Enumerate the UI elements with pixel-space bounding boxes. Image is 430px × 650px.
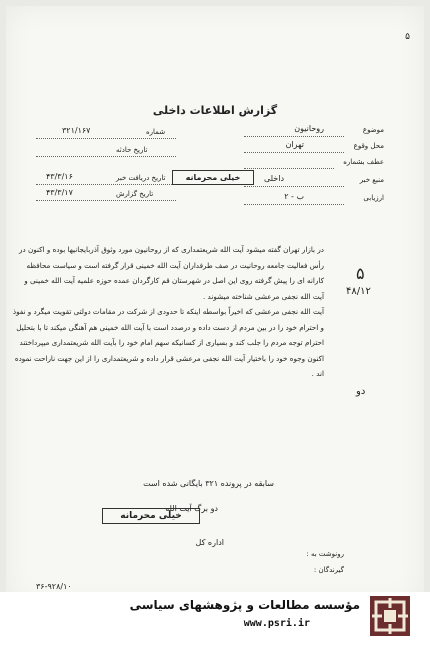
body-paragraph-2: آیت الله نجفی مرعشی که اخیراً بواسطه اینکه تا حدودی از شرکت در مقامات دولتی تقویت میگرد و نفوذ و احترام خود را در بین مردم از دست داده و درصدد است با آیت الله خمینی هم آهنگی میکند تا با بتحلیل احترام توجه مردم را جلب کند و بسیاری از کسانیکه سهم امام خود را بآیت الله شریعتمداری میپرداختند اکنون وجوه خود را باختیار آیت الله نجفی مرعشی قرار داده و شریعتمداری را از این جهت ناراحت نموده اند . bbox=[12, 307, 324, 378]
evaluation-value: ب - ۲ bbox=[284, 192, 304, 201]
top-right-mark: ۵ bbox=[405, 32, 410, 42]
number-line bbox=[36, 138, 176, 139]
signature-line-3: اداره کل bbox=[195, 538, 224, 547]
subject-label: موضوع bbox=[362, 126, 384, 134]
source-label: منبع خبر bbox=[359, 176, 384, 184]
bottom-code: ۳۶-۹۲۸/۱۰ bbox=[36, 582, 72, 591]
date-report-label: تاریخ گزارش bbox=[116, 190, 154, 198]
source-value: داخلی bbox=[263, 174, 284, 183]
cc-label: رونوشت به : bbox=[306, 550, 344, 558]
evaluation-label: ارزیابی bbox=[363, 194, 384, 202]
psri-logo-icon bbox=[370, 596, 410, 636]
location-label: محل وقوع bbox=[353, 142, 384, 150]
date-receipt-line bbox=[36, 184, 176, 185]
margin-number-mark: ۵ bbox=[356, 264, 365, 283]
recipients-label: گیرندگان : bbox=[313, 566, 344, 574]
org-name: مؤسسه مطالعات و پژوهشهای سیاسی bbox=[129, 598, 360, 612]
org-url[interactable]: www.psri.ir bbox=[243, 618, 310, 629]
number-value: ۳۲۱/۱۶۷ bbox=[62, 126, 91, 135]
margin-number-note: ۴۸/۱۲ bbox=[346, 286, 371, 297]
body-paragraph-1: در بازار تهران گفته میشود آیت الله شریعتمداری که از روحانیون مورد وثوق آذربایجانیها بوده و اکنون در رأس فعالیت جامعه روحانیت در صف طرفداران آیت الله خمینی قرار گرفته است و سیاست محافظه کارانه ای را پیش گرفته روی این اصل در شهرستان قم کارگردان عمده حوزه علمیه آیت الله خمینی و آیت الله نجفی مرعشی شناخته میشوند . bbox=[19, 245, 324, 301]
date-receipt-label: تاریخ دریافت خبر bbox=[116, 174, 166, 182]
date-report-value: ۴۳/۳/۱۷ bbox=[46, 188, 73, 197]
classification-stamp: خیلی محرمانه bbox=[172, 170, 254, 185]
report-body bbox=[12, 242, 324, 382]
source-code-line bbox=[244, 168, 334, 169]
source-line bbox=[244, 186, 344, 187]
watermark-footer bbox=[0, 592, 430, 650]
document-page bbox=[6, 6, 424, 606]
location-value: تهران bbox=[285, 140, 304, 149]
signature-line-1: دو برگ آیت الله bbox=[165, 504, 218, 513]
date-doc-line bbox=[36, 156, 176, 157]
date-doc-label: تاریخ حادثه bbox=[116, 146, 148, 154]
source-code-label: عطف بشماره bbox=[343, 158, 384, 166]
number-label: شماره bbox=[146, 128, 166, 136]
date-report-line bbox=[36, 200, 176, 201]
closing-stamp: خیلی محرمانه bbox=[102, 508, 200, 524]
margin-side-note: دو bbox=[356, 386, 366, 397]
archive-note: سابقه در پرونده ۳۲۱ بایگانی شده است bbox=[143, 479, 274, 488]
subject-line bbox=[244, 136, 344, 137]
date-receipt-value: ۴۳/۳/۱۶ bbox=[46, 172, 73, 181]
subject-value: روحانیون bbox=[294, 124, 324, 133]
location-line bbox=[244, 152, 344, 153]
document-title: گزارش اطلاعات داخلی bbox=[152, 104, 278, 117]
evaluation-line bbox=[244, 204, 344, 205]
